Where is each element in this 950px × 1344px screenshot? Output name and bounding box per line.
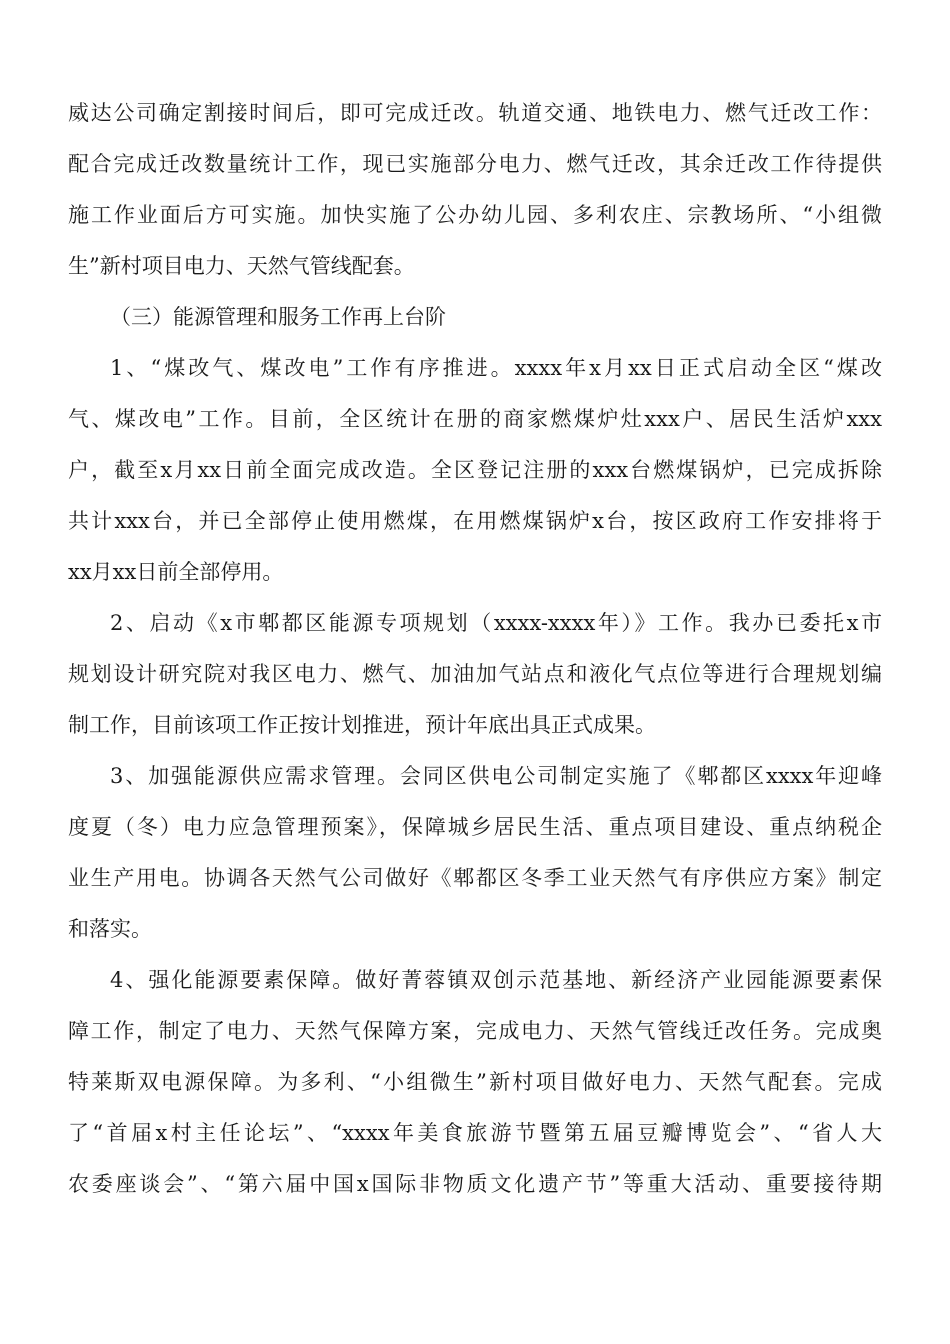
text-line: 规划设计研究院对我区电力、燃气、加油加气站点和液化气点位等进行合理规划编: [68, 662, 882, 686]
section-heading: [68, 292, 882, 343]
paragraph-5: [68, 955, 882, 1210]
text-line: 度夏（冬）电力应急管理预案》，保障城乡居民生活、重点项目建设、重点纳税企: [68, 815, 882, 839]
document-page: [68, 88, 882, 1210]
paragraph-4: [68, 751, 882, 955]
text-line: 障工作，制定了电力、天然气保障方案，完成电力、天然气管线迁改任务。完成奥: [68, 1019, 882, 1043]
text-line: 特莱斯双电源保障。为多利、“小组微生”新村项目做好电力、天然气配套。完成: [68, 1070, 882, 1094]
text-line: 威达公司确定割接时间后，即可完成迁改。轨道交通、地铁电力、燃气迁改工作：: [68, 101, 882, 125]
text-line: 和落实。: [68, 917, 152, 941]
paragraph-2: [68, 343, 882, 598]
text-line: xx月xx日前全部停用。: [68, 560, 284, 584]
text-line: 共计xxx台，并已全部停止使用燃煤，在用燃煤锅炉x台，按区政府工作安排将于: [68, 509, 882, 533]
section-heading-text: （三）能源管理和服务工作再上台阶: [110, 305, 446, 329]
paragraph-1: [68, 88, 882, 292]
text-line: 气、煤改电”工作。目前，全区统计在册的商家燃煤炉灶xxx户、居民生活炉xxx: [68, 407, 882, 431]
text-line: 了“首届x村主任论坛”、“xxxx年美食旅游节暨第五届豆瓣博览会”、“省人大: [68, 1121, 882, 1145]
text-line: 2、启动《x市郫都区能源专项规划（xxxx-xxxx年）》工作。我办已委托x市: [110, 611, 882, 635]
text-line: 农委座谈会”、“第六届中国x国际非物质文化遗产节”等重大活动、重要接待期: [68, 1172, 882, 1196]
text-line: 施工作业面后方可实施。加快实施了公办幼儿园、多利农庄、宗教场所、“小组微: [68, 203, 882, 227]
text-line: 业生产用电。协调各天然气公司做好《郫都区冬季工业天然气有序供应方案》制定: [68, 866, 882, 890]
text-line: 配合完成迁改数量统计工作，现已实施部分电力、燃气迁改，其余迁改工作待提供: [68, 152, 882, 176]
paragraph-3: [68, 598, 882, 751]
text-line: 1、“煤改气、煤改电”工作有序推进。xxxx年x月xx日正式启动全区“煤改: [110, 356, 882, 380]
text-line: 4、强化能源要素保障。做好菁蓉镇双创示范基地、新经济产业园能源要素保: [110, 968, 882, 992]
text-line: 3、加强能源供应需求管理。会同区供电公司制定实施了《郫都区xxxx年迎峰: [110, 764, 882, 788]
text-line: 制工作，目前该项工作正按计划推进，预计年底出具正式成果。: [68, 713, 656, 737]
text-line: 户，截至x月xx日前全面完成改造。全区登记注册的xxx台燃煤锅炉，已完成拆除: [68, 458, 882, 482]
text-line: 生”新村项目电力、天然气管线配套。: [68, 254, 415, 278]
